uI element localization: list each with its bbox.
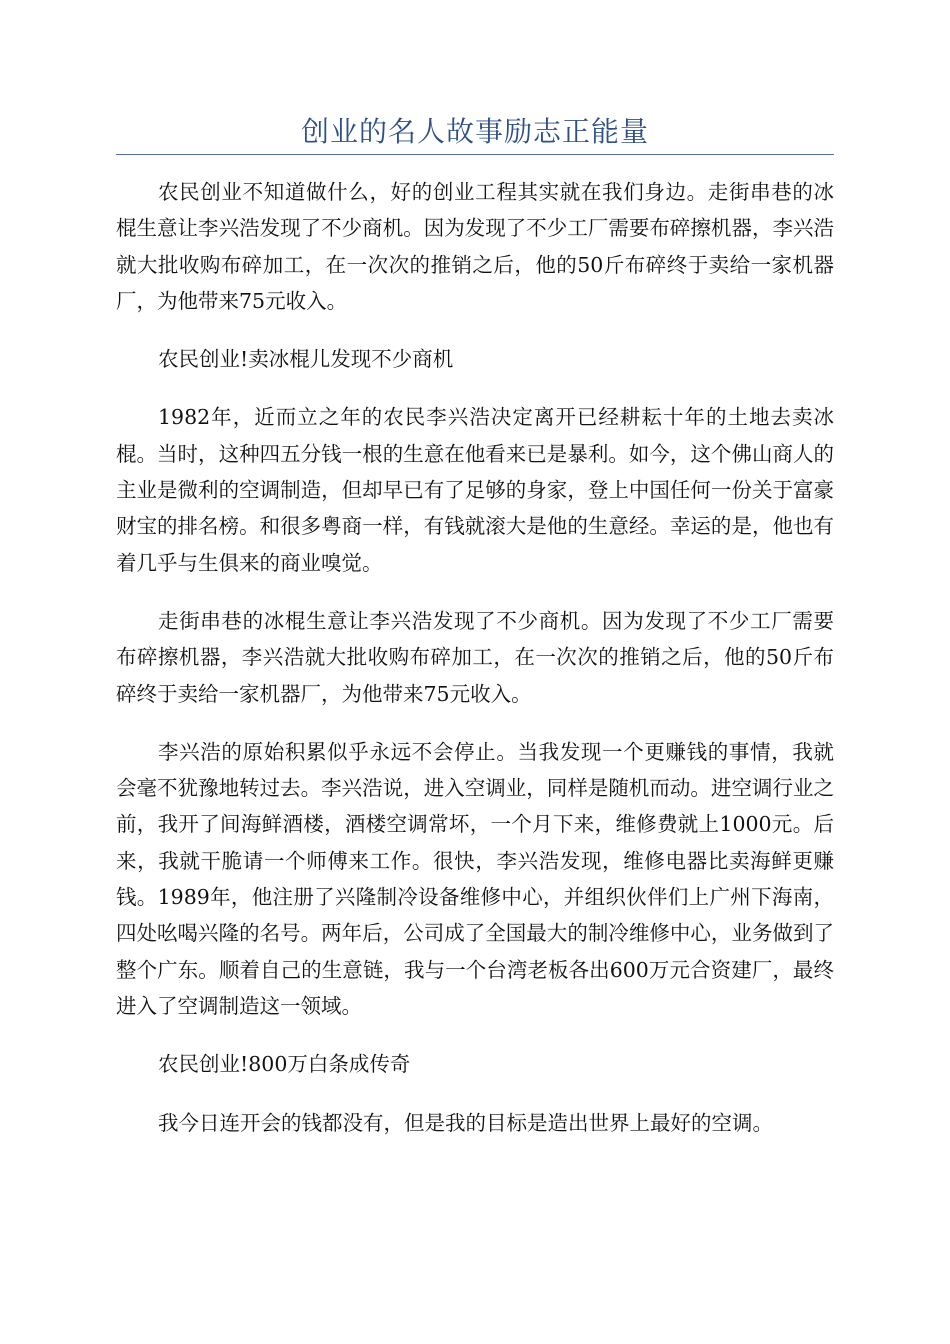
paragraph-1982: 1982年，近而立之年的农民李兴浩决定离开已经耕耘十年的土地去卖冰棍。当时，这种四五分钱一根的生意在他看来已是暴利。如今，这个佛山商人的主业是微利的空调制造，但却早已有了足够的身家，登上中国任何一份关于富豪财宝的排名榜。和很多粤商一样，有钱就滚大是他的生意经。幸运的是，他也有着几乎与生俱来的商业嗅觉。	[116, 405, 834, 575]
document-body	[116, 174, 834, 1163]
document-title: 创业的名人故事励志正能量	[300, 115, 649, 148]
paragraph-goal: 我今日连开会的钱都没有，但是我的目标是造出世界上最好的空调。	[158, 1110, 773, 1135]
paragraph-intro: 农民创业不知道做什么，好的创业工程其实就在我们身边。走街串巷的冰棍生意让李兴浩发现了不少商机。因为发现了不少工厂需要布碎擦机器，李兴浩就大批收购布碎加工，在一次次的推销之后，他的50斤布碎终于卖给一家机器厂，为他带来75元收入。	[116, 180, 834, 313]
section-heading-8-million: 农民创业!800万白条成传奇	[158, 1052, 411, 1077]
section-heading-ice-pops: 农民创业!卖冰棍儿发现不少商机	[158, 347, 454, 372]
paragraph-air-conditioning: 李兴浩的原始积累似乎永远不会停止。当我发现一个更赚钱的事情，我就会毫不犹豫地转过去。李兴浩说，进入空调业，同样是随机而动。进空调行业之前，我开了间海鲜酒楼，酒楼空调常坏，一个月下来，维修费就上1000元。后来，我就干脆请一个师傅来工作。很快，李兴浩发现，维修电器比卖海鲜更赚钱。1989年，他注册了兴隆制冷设备维修中心，并组织伙伴们上广州下海南，四处吆喝兴隆的名号。两年后，公司成了全国最大的制冷维修中心，业务做到了整个广东。顺着自己的生意链，我与一个台湾老板各出600万元合资建厂，最终进入了空调制造这一领域。	[116, 739, 834, 1018]
paragraph-cloth-scraps: 走街串巷的冰棍生意让李兴浩发现了不少商机。因为发现了不少工厂需要布碎擦机器，李兴浩就大批收购布碎加工，在一次次的推销之后，他的50斤布碎终于卖给一家机器厂，为他带来75元收入。	[116, 608, 834, 706]
title-underline	[116, 154, 834, 155]
